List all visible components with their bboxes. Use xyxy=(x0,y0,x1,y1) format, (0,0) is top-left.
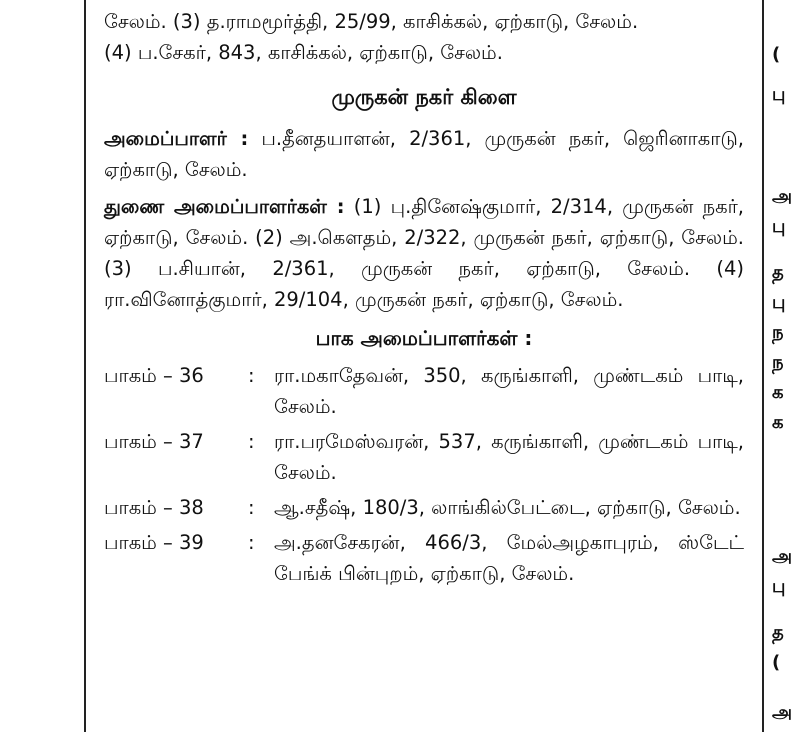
part-text: அ.தனசேகரன், 466/3, மேல்அழகாபுரம், ஸ்டேட் பேங்க் பின்புறம், ஏற்காடு, சேலம். xyxy=(274,531,744,585)
part-label: பாகம் – 38 xyxy=(104,496,204,519)
part-row-37 xyxy=(104,426,744,488)
edge-fragment: அ xyxy=(772,186,793,207)
edge-fragment: பு xyxy=(772,84,786,105)
organizer-text: ப.தீனதயாளன், 2/361, முருகன் நகர், ஜெரினாகாடு, ஏற்காடு, சேலம். xyxy=(104,127,744,181)
edge-fragment: ந xyxy=(772,322,784,343)
deputy-text: (1) பு.தினேஷ்குமார், 2/314, முருகன் நகர், ஏற்காடு, சேலம். (2) அ.கௌதம், 2/322, முருகன் நகர், ஏற்காடு, சேலம். (3) ப.சியான், 2/361, முருகன் நகர், ஏற்காடு, சேலம். (4) ரா.வினோத்குமார், 29/104, முருகன் நகர், ஏற்காடு, சேலம். xyxy=(104,195,744,311)
edge-fragment: த xyxy=(772,262,784,283)
edge-fragment: ( xyxy=(772,652,781,673)
edge-fragment: க xyxy=(772,382,784,403)
continuation-paragraph xyxy=(104,6,744,68)
continuation-line-2: (4) ப.சேகர், 843, காசிக்கல், ஏற்காடு, சேலம். xyxy=(104,41,503,64)
part-text: ரா.மகாதேவன், 350, கருங்காளி, முண்டகம் பாடி, சேலம். xyxy=(274,364,744,418)
edge-fragment: ( xyxy=(772,44,781,65)
organizer-label: அமைப்பாளர் : xyxy=(104,127,249,150)
right-column-edge xyxy=(772,0,800,732)
edge-fragment: பு xyxy=(772,292,786,313)
part-row-36 xyxy=(104,360,744,422)
right-column-rule xyxy=(762,0,764,732)
edge-fragment: பு xyxy=(772,216,786,237)
branch-heading: முருகன் நகர் கிளை xyxy=(331,85,517,109)
parts-list xyxy=(104,360,744,589)
text-column xyxy=(104,6,744,593)
part-colon: : xyxy=(248,531,255,554)
part-colon: : xyxy=(248,430,255,453)
edge-fragment: அ xyxy=(772,546,793,567)
edge-fragment: பு xyxy=(772,576,786,597)
part-text: ஆ.சதீஷ், 180/3, லாங்கில்பேட்டை, ஏற்காடு, சேலம். xyxy=(274,496,741,519)
organizer-paragraph xyxy=(104,123,744,185)
part-colon: : xyxy=(248,364,255,387)
edge-fragment: க xyxy=(772,412,784,433)
part-colon: : xyxy=(248,496,255,519)
edge-fragment: அ xyxy=(772,702,793,723)
part-label: பாகம் – 39 xyxy=(104,531,204,554)
deputy-paragraph xyxy=(104,191,744,315)
part-row-38 xyxy=(104,492,744,523)
edge-fragment: ந xyxy=(772,352,784,373)
part-label: பாகம் – 37 xyxy=(104,430,204,453)
part-row-39 xyxy=(104,527,744,589)
part-label: பாகம் – 36 xyxy=(104,364,204,387)
parts-heading: பாக அமைப்பாளர்கள் : xyxy=(315,326,533,350)
edge-fragment: த xyxy=(772,622,784,643)
left-column-rule xyxy=(84,0,86,732)
deputy-label: துணை அமைப்பாளர்கள் : xyxy=(104,195,345,218)
part-text: ரா.பரமேஸ்வரன், 537, கருங்காளி, முண்டகம் பாடி, சேலம். xyxy=(274,430,744,484)
continuation-line-1: சேலம். (3) த.ராமமூர்த்தி, 25/99, காசிக்கல், ஏற்காடு, சேலம். xyxy=(104,10,639,33)
